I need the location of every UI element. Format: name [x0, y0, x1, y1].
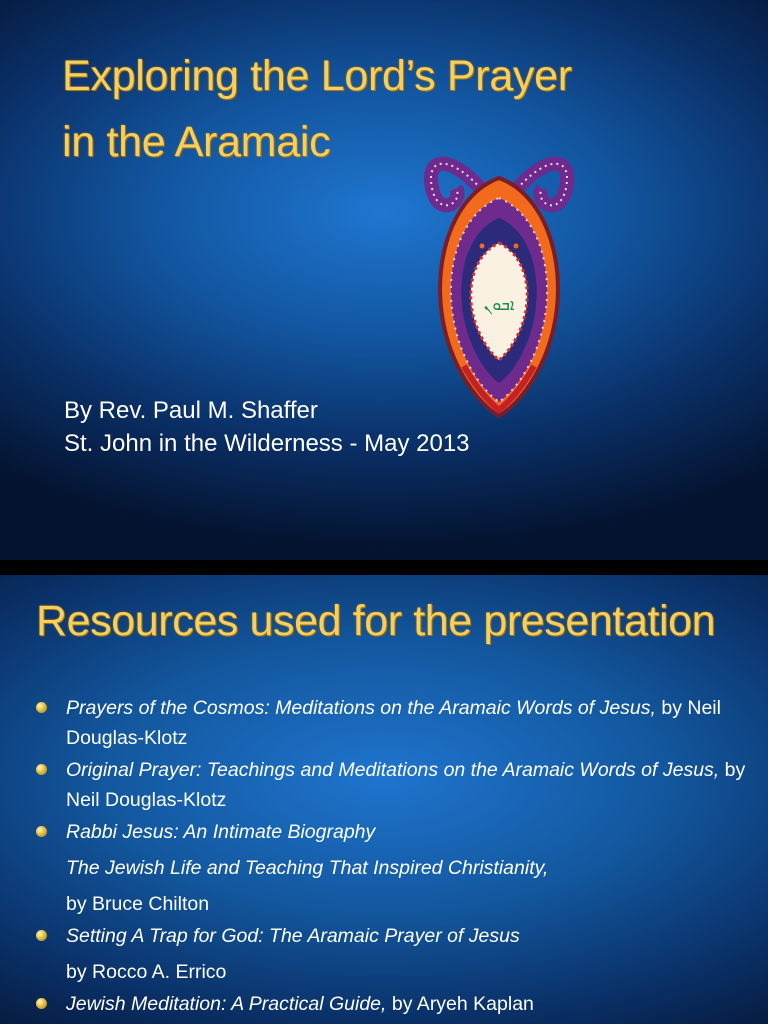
list-item: [36, 755, 748, 815]
bullet-icon: [36, 702, 47, 713]
list-item: [36, 853, 748, 883]
list-item: [36, 957, 748, 987]
list-item: [36, 989, 748, 1019]
bullet-icon: [36, 826, 47, 837]
book-title: Original Prayer: Teachings and Meditations on the Aramaic Words of Jesus,: [66, 759, 720, 781]
book-title: Prayers of the Cosmos: Meditations on the Aramaic Words of Jesus,: [66, 697, 656, 719]
bullet-icon: [36, 998, 47, 1009]
svg-text:ܐܒܘܢ: ܐܒܘܢ: [483, 295, 515, 314]
book-author: by Neil Douglas-Klotz: [66, 697, 721, 749]
book-title: Rabbi Jesus: An Intimate Biography: [66, 821, 376, 843]
resources-list: [36, 693, 748, 1019]
aramaic-emblem-image: [424, 118, 574, 418]
book-author: by Rocco A. Errico: [66, 961, 227, 983]
slide-title-line-2: in the Aramaic: [62, 118, 331, 166]
book-author: by Neil Douglas-Klotz: [66, 759, 746, 811]
book-title: Jewish Meditation: A Practical Guide,: [66, 993, 387, 1015]
list-item: [36, 817, 748, 847]
book-author: by Aryeh Kaplan: [386, 993, 534, 1015]
venue-date-line: St. John in the Wilderness - May 2013: [64, 430, 470, 457]
slide-title-line-1: Exploring the Lord’s Prayer: [62, 52, 572, 100]
bullet-icon: [36, 930, 47, 941]
list-item: [36, 921, 748, 951]
resources-title: Resources used for the presentation: [36, 597, 716, 645]
author-line: By Rev. Paul M. Shaffer: [64, 397, 318, 424]
book-author: by Bruce Chilton: [66, 893, 210, 915]
bullet-icon: [36, 764, 47, 775]
list-item: [36, 693, 748, 753]
list-item: [36, 889, 748, 919]
book-subtitle: The Jewish Life and Teaching That Inspired Christianity,: [66, 857, 549, 879]
resources-slide: [0, 575, 768, 1024]
book-title: Setting A Trap for God: The Aramaic Prayer of Jesus: [66, 925, 520, 947]
